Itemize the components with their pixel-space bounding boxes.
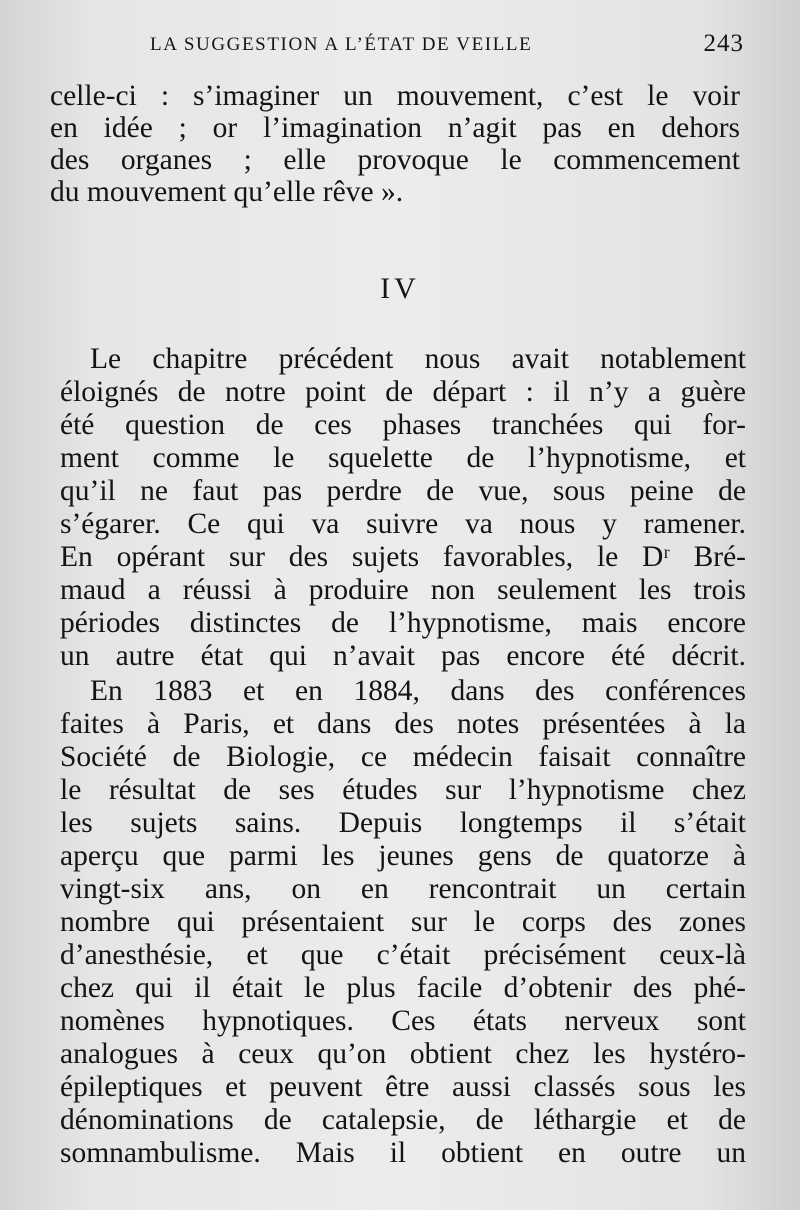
text-line: éloignés de notre point de départ : il n’y a guère bbox=[60, 376, 746, 408]
text-line: s’égarer. Ce qui va suivre va nous y ramener. bbox=[60, 508, 746, 540]
text-line: Le chapitre précédent nous avait notablement bbox=[90, 343, 746, 375]
text-line: Société de Biologie, ce médecin faisait connaître bbox=[60, 741, 746, 773]
text-line: dénominations de catalepsie, de léthargie et de bbox=[60, 1104, 746, 1136]
text-line: aperçu que parmi les jeunes gens de quatorze à bbox=[60, 840, 746, 872]
text-line: chez qui il était le plus facile d’obtenir des phé- bbox=[60, 972, 746, 1004]
text-line: du mouvement qu’elle rêve ». bbox=[50, 176, 404, 208]
text-line: analogues à ceux qu’on obtient chez les hystéro- bbox=[60, 1038, 746, 1070]
text-line: qu’il ne faut pas perdre de vue, sous peine de bbox=[60, 475, 746, 507]
running-title: LA SUGGESTION A L’ÉTAT DE VEILLE bbox=[150, 34, 533, 55]
text-line: le résultat de ses études sur l’hypnotisme chez bbox=[60, 774, 746, 806]
text-line: faites à Paris, et dans des notes présentées à la bbox=[60, 708, 746, 740]
running-head bbox=[60, 30, 750, 60]
text-line: vingt-six ans, on en rencontrait un certain bbox=[60, 873, 746, 905]
text-line: En 1883 et en 1884, dans des conférences bbox=[90, 675, 746, 707]
text-line: nomènes hypnotiques. Ces états nerveux sont bbox=[60, 1005, 746, 1037]
section-heading: IV bbox=[380, 272, 420, 305]
text-line: somnambulisme. Mais il obtient en outre un bbox=[60, 1137, 746, 1169]
text-line: périodes distinctes de l’hypnotisme, mais encore bbox=[60, 607, 746, 639]
text-line: épileptiques et peuvent être aussi classés sous les bbox=[60, 1071, 746, 1103]
text-line: en idée ; or l’imagination n’agit pas en dehors bbox=[50, 112, 740, 144]
text-line: les sujets sains. Depuis longtemps il s’était bbox=[60, 807, 746, 839]
text-line: ment comme le squelette de l’hypnotisme, et bbox=[60, 442, 746, 474]
text-line: celle-ci : s’imaginer un mouvement, c’est le voir bbox=[50, 80, 740, 112]
text-line: nombre qui présentaient sur le corps des zones bbox=[60, 906, 746, 938]
page-number: 243 bbox=[703, 30, 744, 57]
text-line: des organes ; elle provoque le commencement bbox=[50, 144, 740, 176]
text-line: En opérant sur des sujets favorables, le Dʳ Bré- bbox=[60, 541, 746, 573]
text-line: été question de ces phases tranchées qui for- bbox=[60, 409, 746, 441]
text-line: d’anesthésie, et que c’était précisément ceux-là bbox=[60, 939, 746, 971]
text-line: maud a réussi à produire non seulement les trois bbox=[60, 574, 746, 606]
text-line: un autre état qui n’avait pas encore été décrit. bbox=[60, 640, 746, 672]
